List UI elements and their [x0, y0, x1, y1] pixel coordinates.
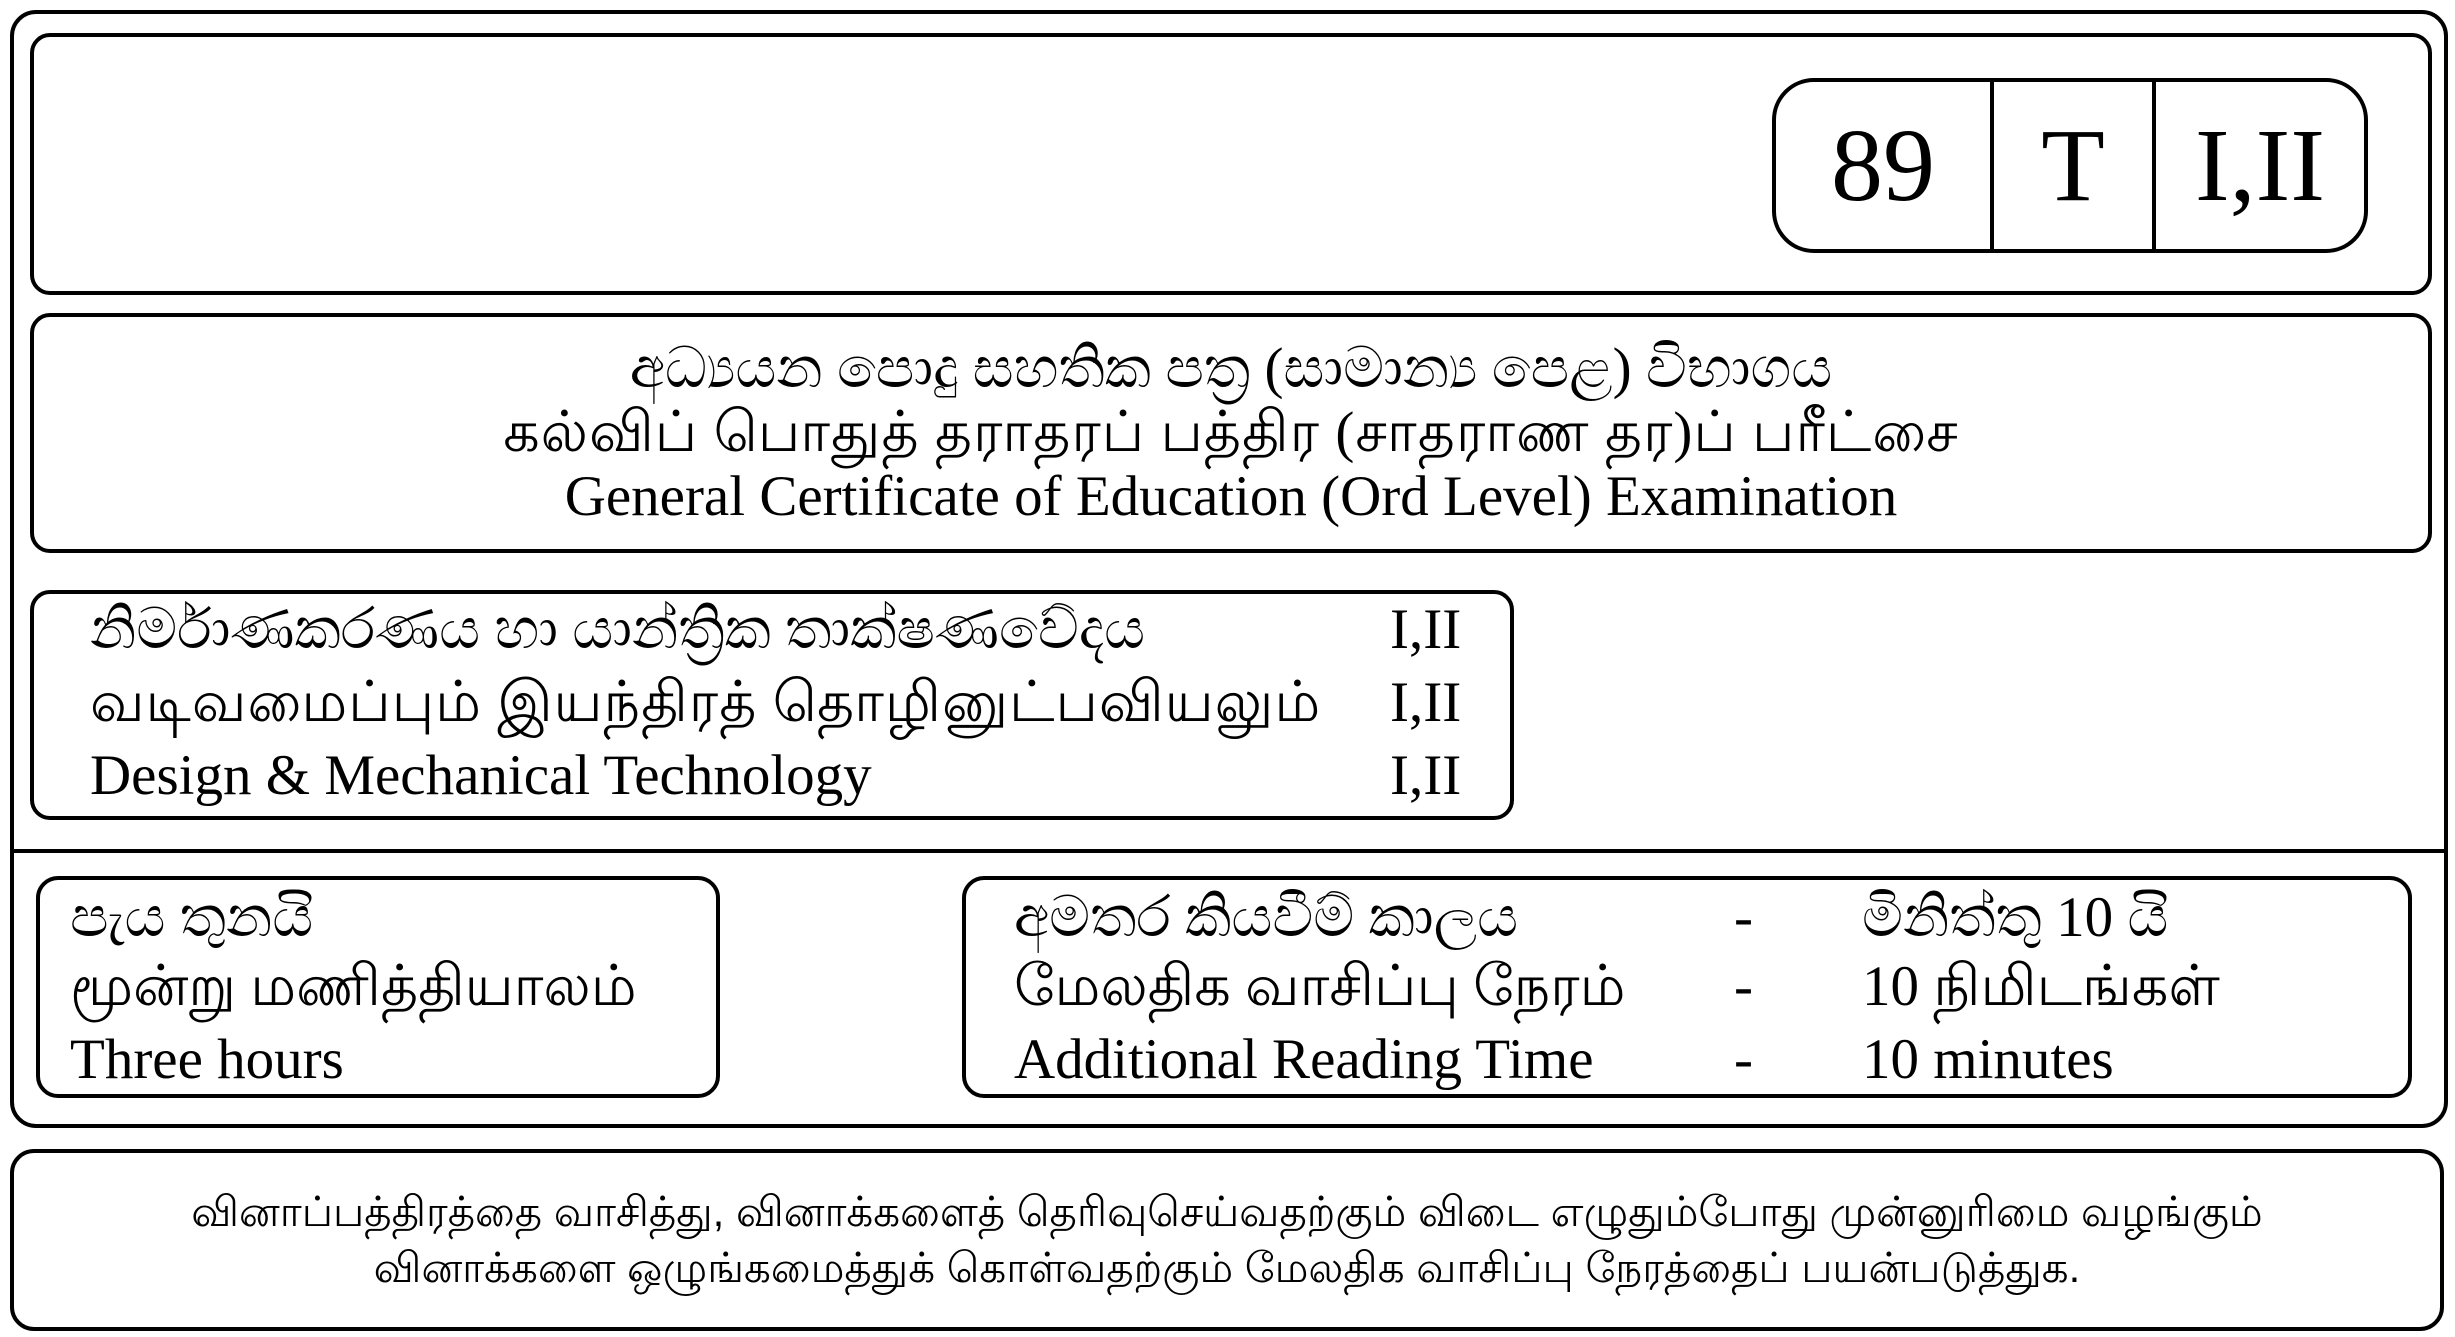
duration-english: Three hours — [70, 1028, 344, 1091]
duration-sinhala: පැය තුනයි — [70, 886, 314, 949]
section-divider — [12, 849, 2446, 853]
subject-paper-sinhala: I,II — [1390, 598, 1462, 661]
exam-title-box — [30, 313, 2432, 553]
reading-row-sinhala — [1014, 883, 2394, 953]
reading-value-tamil: 10 நிமிடங்கள் — [1862, 955, 2220, 1018]
reading-dash: - — [1734, 955, 1753, 1018]
subject-number: 89 — [1776, 82, 1994, 249]
subject-name-english: Design & Mechanical Technology — [90, 744, 872, 807]
reading-label-english: Additional Reading Time — [1014, 1028, 1594, 1091]
medium-code: T — [1994, 82, 2156, 249]
paper-numbers: I,II — [2195, 107, 2325, 223]
reading-row-english — [1014, 1025, 2394, 1095]
paper-code-box — [1772, 78, 2368, 253]
reading-row-tamil — [1014, 952, 2394, 1022]
subject-name-sinhala: නිර්මාණකරණය හා යාන්ත්‍රික තාක්ෂණවේදය — [90, 598, 1146, 661]
reading-time-box — [962, 876, 2412, 1098]
subject-row-tamil — [90, 667, 1490, 739]
reading-value-english: 10 minutes — [1862, 1028, 2114, 1091]
exam-title-english: General Certificate of Education (Ord Level) Examination — [564, 465, 1898, 528]
subject-row-sinhala — [90, 594, 1490, 666]
instruction-line-1: வினாப்பத்திரத்தை வாசித்து, வினாக்களைத் தெரிவுசெய்வதற்கும் விடை எழுதும்போது முன்னுரிமை வழங்கும் — [191, 1188, 2263, 1235]
subject-name-tamil: வடிவமைப்பும் இயந்திரத் தொழினுட்பவியலும் — [90, 671, 1322, 734]
subject-box — [30, 590, 1514, 820]
instruction-line-2: வினாக்களை ஒழுங்கமைத்துக் கொள்வதற்கும் மேலதிக வாசிப்பு நேரத்தைப் பயன்படுத்துக. — [373, 1244, 2081, 1291]
reading-label-sinhala: අමතර කියවීම් කාලය — [1014, 886, 1519, 949]
subject-paper-english: I,II — [1390, 744, 1462, 807]
reading-label-tamil: மேலதிக வாசிப்பு நேரம் — [1014, 955, 1626, 1018]
duration-box — [36, 876, 720, 1098]
duration-tamil: மூன்று மணித்தியாலம் — [70, 955, 637, 1018]
reading-dash: - — [1734, 886, 1753, 949]
reading-dash: - — [1734, 1028, 1753, 1091]
instruction-box — [10, 1149, 2444, 1331]
exam-title-sinhala: අධ්‍යයන පොදු සහතික පත්‍ර (සාමාන්‍ය පෙළ) විභාගය — [629, 337, 1833, 400]
subject-paper-tamil: I,II — [1390, 671, 1462, 734]
exam-title-tamil: கல்விப் பொதுத் தராதரப் பத்திர (சாதராண தர)ப் பரீட்சை — [503, 401, 1959, 464]
subject-row-english — [90, 740, 1490, 812]
reading-value-sinhala: මිනිත්තු 10 යි — [1862, 886, 2169, 949]
